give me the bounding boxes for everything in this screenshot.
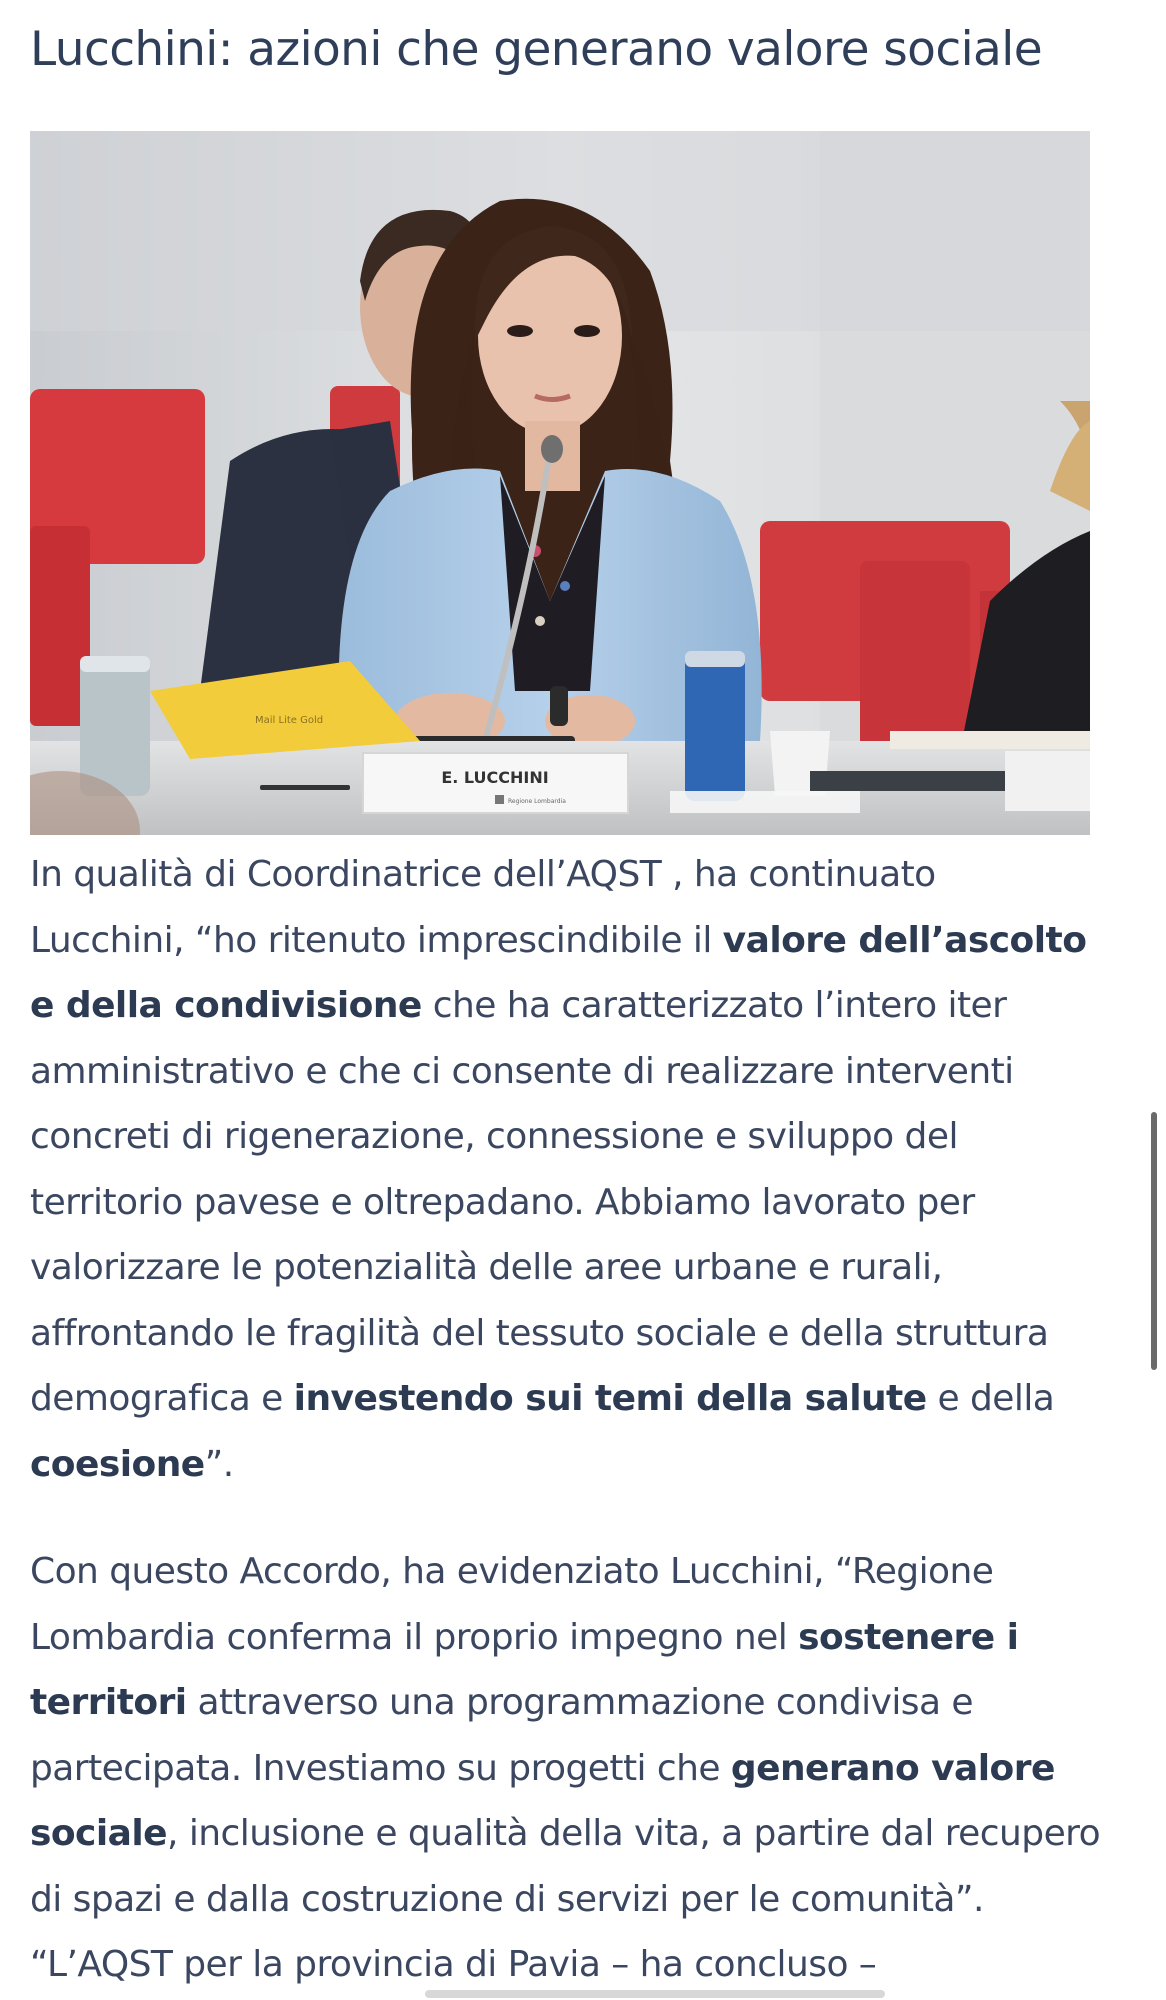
bold-text: generano valore bbox=[730, 1747, 1055, 1789]
text: concreti di rigenerazione, connessione e sviluppo del bbox=[30, 1116, 958, 1157]
scrollbar-thumb[interactable] bbox=[1151, 1112, 1157, 1370]
text: , inclusione e qualità della vita, a partire dal recupero bbox=[167, 1813, 1101, 1854]
bold-text: valore dell’ascolto bbox=[722, 919, 1087, 961]
p2-line-6 bbox=[30, 1867, 1150, 1933]
text: territorio pavese e oltrepadano. Abbiamo lavorato per bbox=[30, 1181, 975, 1223]
bold-text: investendo sui temi della salute bbox=[293, 1378, 927, 1419]
article bbox=[30, 0, 1130, 1985]
p2-line-2 bbox=[30, 1605, 1150, 1671]
bold-text: coesione bbox=[30, 1443, 205, 1485]
nameplate-name: E. LUCCHINI bbox=[441, 768, 549, 787]
p1-line-2 bbox=[30, 908, 1150, 974]
nameplate-sub: Regione Lombardia bbox=[508, 798, 566, 805]
bold-text: territori bbox=[30, 1682, 187, 1723]
text: di spazi e dalla costruzione di servizi per le comunità”. bbox=[30, 1878, 984, 1920]
p1-line-7 bbox=[30, 1235, 1150, 1301]
home-indicator[interactable] bbox=[425, 1990, 885, 1998]
p1-line-10 bbox=[30, 1432, 1150, 1498]
p2-line-7 bbox=[30, 1932, 1150, 1998]
text: Lucchini, “ho ritenuto imprescindibile il bbox=[30, 919, 723, 961]
bold-text: sostenere i bbox=[798, 1616, 1019, 1658]
bold-text: sociale bbox=[30, 1813, 168, 1854]
p1-line-8 bbox=[30, 1301, 1150, 1367]
bold-text: e della condivisione bbox=[30, 985, 422, 1026]
envelope-label: Mail Lite Gold bbox=[255, 715, 324, 726]
text: amministrativo e che ci consente di realizzare interventi bbox=[30, 1050, 1014, 1092]
paragraph-2 bbox=[30, 1539, 1150, 1998]
paragraph-1 bbox=[30, 842, 1150, 1497]
text: Lombardia conferma il proprio impegno nel bbox=[30, 1616, 799, 1658]
text: demografica e bbox=[30, 1378, 294, 1419]
p2-line-5 bbox=[30, 1801, 1150, 1867]
article-body bbox=[30, 842, 1150, 1998]
article-title: Lucchini: azioni che generano valore sociale bbox=[30, 22, 1043, 77]
text: “L’AQST per la provincia di Pavia – ha concluso – bbox=[30, 1944, 877, 1985]
p1-line-4 bbox=[30, 1039, 1150, 1105]
p2-line-3 bbox=[30, 1670, 1150, 1736]
text: ”. bbox=[204, 1443, 234, 1485]
text: Con questo Accordo, ha evidenziato Lucchini, “Regione bbox=[30, 1551, 994, 1592]
text: attraverso una programmazione condivisa e bbox=[186, 1682, 974, 1723]
p2-line-1 bbox=[30, 1539, 1150, 1605]
text: partecipata. Investiamo su progetti che bbox=[30, 1747, 731, 1789]
p1-line-6 bbox=[30, 1170, 1150, 1236]
text: e della bbox=[926, 1378, 1055, 1419]
text: affrontando le fragilità del tessuto sociale e della struttura bbox=[30, 1312, 1049, 1354]
text: che ha caratterizzato l’intero iter bbox=[421, 985, 1007, 1026]
p2-line-4 bbox=[30, 1736, 1150, 1802]
article-photo bbox=[30, 131, 1090, 835]
p1-line-3 bbox=[30, 973, 1150, 1039]
p1-line-5 bbox=[30, 1104, 1150, 1170]
p1-line-1 bbox=[30, 842, 1150, 908]
p1-line-9 bbox=[30, 1366, 1150, 1432]
text: valorizzare le potenzialità delle aree urbane e rurali, bbox=[30, 1247, 943, 1288]
text: In qualità di Coordinatrice dell’AQST , ha continuato bbox=[30, 854, 936, 895]
